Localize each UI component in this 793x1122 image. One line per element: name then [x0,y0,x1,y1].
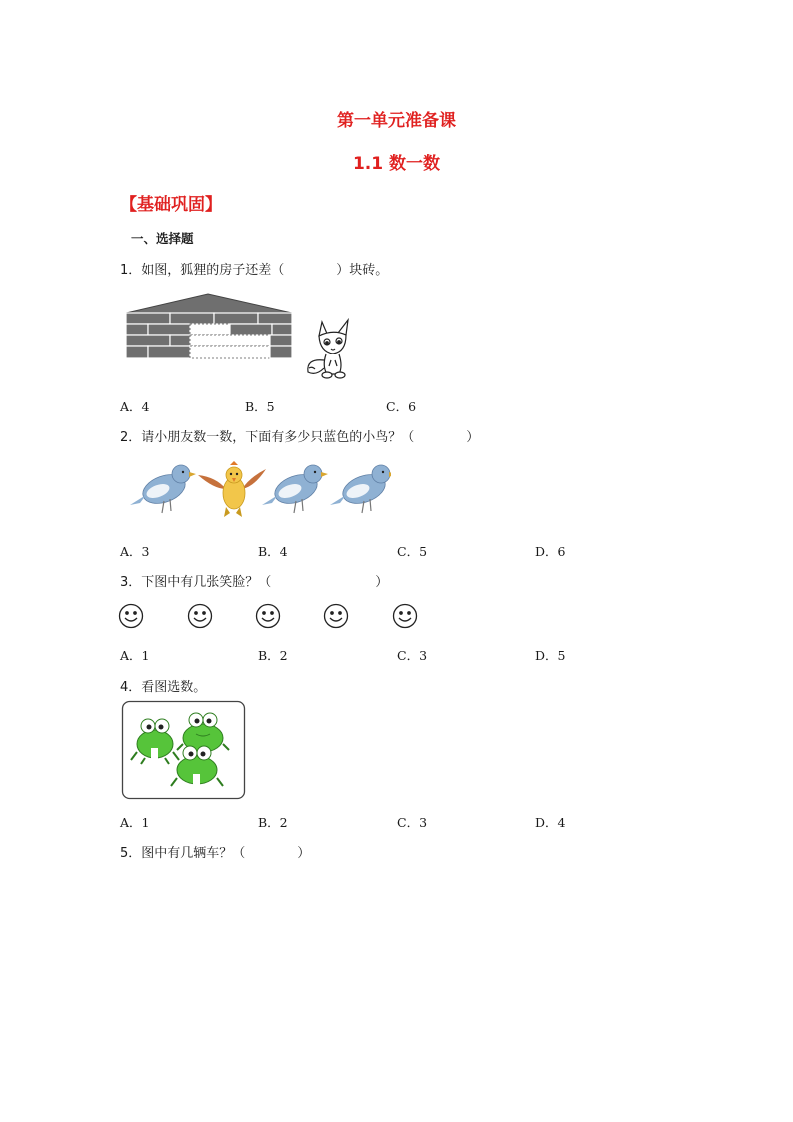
q3-option-d: D．5 [535,648,566,663]
question-4-text: 4．看图选数。 [120,680,207,695]
blue-bird-icon [130,465,196,513]
smiley-face-icon [189,605,212,628]
page-subtitle: 1.1 数一数 [352,154,441,174]
q1-option-a: A．4 [120,399,150,414]
q4-option-a: A．1 [120,815,150,830]
smiley-face-icon [120,605,143,628]
q4-option-b: B．2 [258,815,288,830]
fox-illustration [302,318,356,380]
yellow-bird-icon [198,461,266,517]
blue-bird-icon [330,465,391,513]
page-title: 第一单元准备课 [337,111,456,131]
question-5-text: 5．图中有几辆车？（ ） [120,846,311,861]
q3-option-c: C．3 [397,648,428,663]
q1-option-b: B．5 [245,399,275,414]
q2-option-b: B．4 [258,544,288,559]
smiley-face-icon [325,605,348,628]
q4-option-d: D．4 [535,815,566,830]
smiley-faces-figure [118,603,423,631]
question-2-text: 2．请小朋友数一数，下面有多少只蓝色的小鸟？（ ） [120,430,480,445]
question-1-text: 1．如图，狐狸的房子还差（ ）块砖。 [120,263,389,278]
smiley-face-icon [257,605,280,628]
section-label: 【基础巩固】 [120,195,222,215]
blue-bird-icon [262,465,328,513]
q2-option-c: C．5 [397,544,428,559]
part-title: 一、选择题 [131,231,194,246]
q4-option-c: C．3 [397,815,428,830]
birds-figure [126,459,391,519]
question-3-text: 3．下图中有几张笑脸？（ ） [120,575,389,590]
q3-option-b: B．2 [258,648,288,663]
smiley-face-icon [394,605,417,628]
q3-option-a: A．1 [120,648,150,663]
q2-option-a: A．3 [120,544,150,559]
frogs-figure [121,700,246,800]
q2-option-d: D．6 [535,544,566,559]
q1-option-c: C．6 [386,399,417,414]
brick-house-figure [124,293,296,361]
